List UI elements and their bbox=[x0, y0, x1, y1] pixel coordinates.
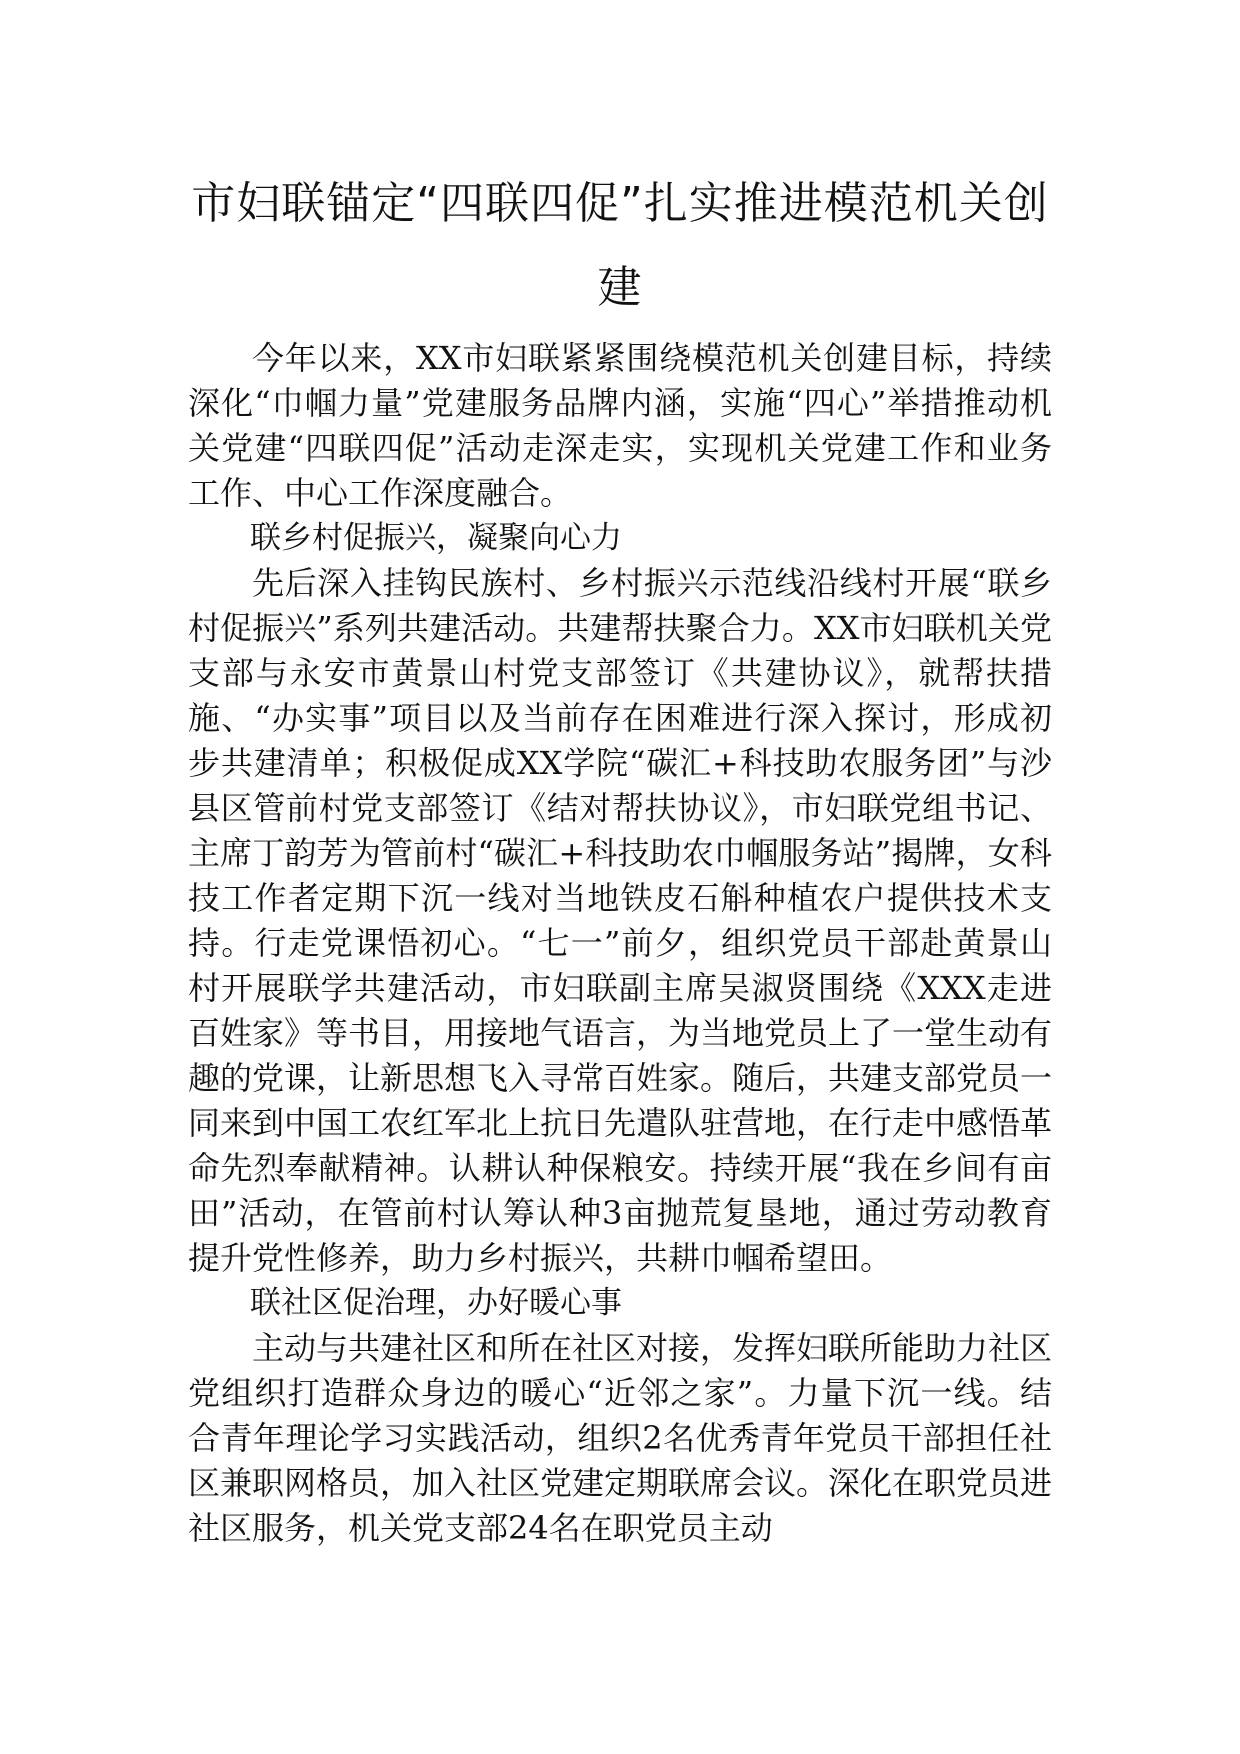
subheading-community: 联社区促治理，办好暖心事 bbox=[250, 1285, 622, 1321]
paragraph-community: 主动与共建社区和所在社区对接，发挥妇联所能助力社区党组织打造群众身边的暖心“近邻之家”。力量下沉一线。结合青年理论学习实践活动，组织2名优秀青年党员干部担任社区兼职网格员，加入社区党建定期联席会议。深化在职党员进社区服务，机关党支部24名在职党员主动 bbox=[188, 1329, 1053, 1547]
paragraph-village: 先后深入挂钩民族村、乡村振兴示范线沿线村开展“联乡村促振兴”系列共建活动。共建帮扶聚合力。XX市妇联机关党支部与永安市黄景山村党支部签订《共建协议》，就帮扶措施、“办实事”项目以及当前存在困难进行深入探讨，形成初步共建清单；积极促成XX学院“碳汇+科技助农服务团”与沙县区管前村党支部签订《结对帮扶协议》，市妇联党组书记、主席丁韵芳为管前村“碳汇+科技助农巾帼服务站”揭牌，女科技工作者定期下沉一线对当地铁皮石斛种植农户提供技术支持。行走党课悟初心。“七一”前夕，组织党员干部赴黄景山村开展联学共建活动，市妇联副主席吴淑贤围绕《XXX走进百姓家》等书目，用接地气语言，为当地党员上了一堂生动有趣的党课，让新思想飞入寻常百姓家。随后，共建支部党员一同来到中国工农红军北上抗日先遣队驻营地，在行走中感悟革命先烈奉献精神。认耕认种保粮安。持续开展“我在乡间有亩田”活动，在管前村认筹认种3亩抛荒复垦地，通过劳动教育提升党性修养，助力乡村振兴，共耕巾帼希望田。 bbox=[188, 564, 1053, 1277]
paragraph-intro: 今年以来，XX市妇联紧紧围绕模范机关创建目标，持续深化“巾帼力量”党建服务品牌内涵，实施“四心”举措推动机关党建“四联四促”活动走深走实，实现机关党建工作和业务工作、中心工作深度融合。 bbox=[188, 339, 1052, 512]
document-body bbox=[188, 336, 1052, 1551]
subheading-village: 联乡村促振兴，凝聚向心力 bbox=[250, 520, 622, 556]
document-title: 市妇联锚定“四联四促”扎实推进模范机关创建 bbox=[191, 178, 1049, 313]
